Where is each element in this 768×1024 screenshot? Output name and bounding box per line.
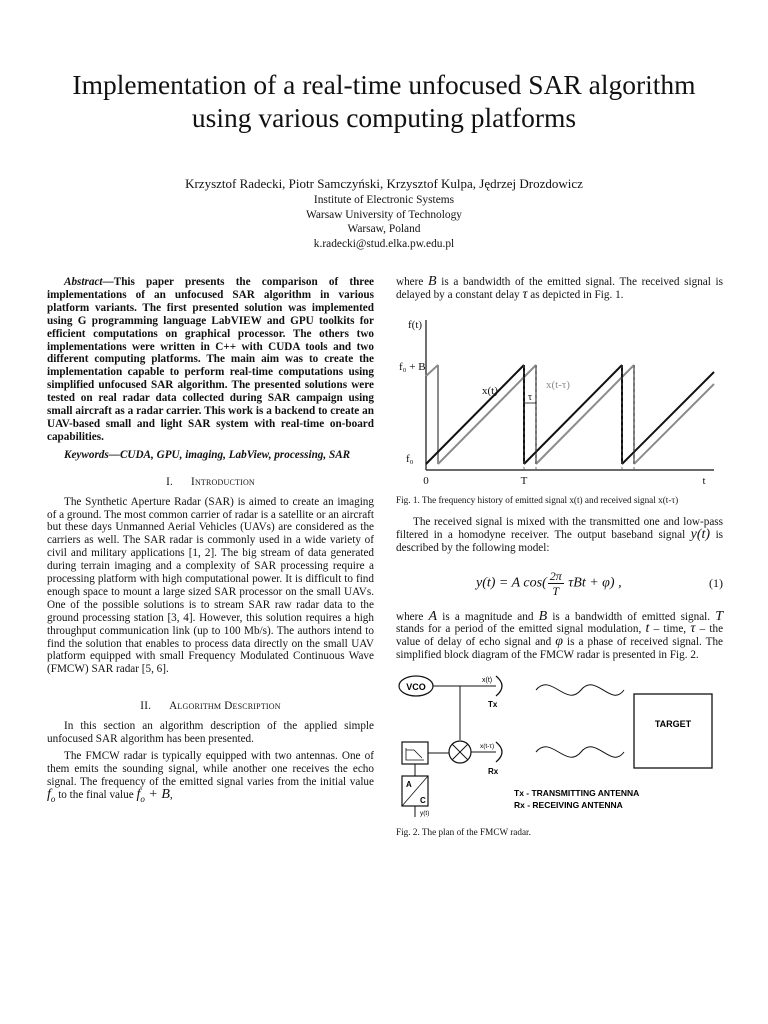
figure-1 [396,310,723,487]
adc-c-label: C [420,796,426,806]
fmcw-radar-diagram [396,672,723,820]
math-t: t [645,621,650,637]
legend-rx: Rx - RECEIVING ANTENNA [514,800,623,811]
tau-label: τ [527,391,533,403]
text: as depicted in Fig. 1. [530,288,624,301]
figure-2 [396,672,723,820]
text: – time, [653,623,687,636]
text: where [396,610,424,623]
text: – the value of delay of echo signal and [396,623,724,649]
fraction: $\frac{2\pi}{T}$ [549,568,562,598]
section-number: II. [140,700,152,713]
section-title: Introduction [191,475,255,488]
tx-wave [536,685,624,695]
series-label-emitted: x(t) [482,384,498,397]
math-yt: y(t) [690,526,711,542]
x-label-time: t [702,474,706,487]
algorithm-paragraph-2: The FMCW radar is typically equipped with two antennas. One of them emits the sounding signal, while another one receives the echo signal. The frequency of the emitted signal varies from the initial value $f_o$ to the final value $f_o + B$, [47,750,374,804]
text: The received signal is mixed with the transmitted one and low-pass filtered in a homodyne receiver. The output baseband signal [396,515,723,541]
affiliation-email[interactable]: k.radecki@stud.elka.pw.edu.pl [313,237,455,250]
legend-tx: Tx - TRANSMITTING ANTENNA [514,788,640,799]
text: is a bandwidth of the emitted signal. The received signal is delayed by a constant delay [396,276,724,301]
section-heading-introduction [47,476,374,489]
target-box [634,694,712,768]
tx-antenna [496,676,502,696]
math-b: B [428,274,437,289]
affiliation-university: Warsaw University of Technology [306,208,462,221]
algorithm-text: to the final value [58,788,134,801]
keywords: Keywords—CUDA, GPU, imaging, LabView, processing, SAR [64,448,351,461]
math-tau: τ [690,621,696,637]
abstract-text: —This paper presents the comparison of three implementations of an unfocused SAR algorithm in various platform variants. The first presented solution was implemented using G programming language LabVIEW and GPU toolkits for efficient computations on graphical processor. The others two implementations were written in C++ with CUDA tools and two different computing platforms. The main aim was to create the implementation capable to perform real-time computations using simplified unfocused SAR algorithm. The presented solutions were tested on real radar data collected during SAR campaign using small aircraft as a radar carrier. This work is a backend to create an UAV-based small and light SAR system with real-time on-board capabilities. [47,276,374,443]
math-phi: φ [555,634,564,650]
vco-label: VCO [406,682,426,693]
right-paragraph-2 [396,516,723,555]
rx-antenna [496,742,502,762]
equation-number: (1) [709,575,723,590]
adc-a-label: A [406,780,412,790]
math-b: B [538,608,548,624]
output-label: y(t) [420,810,430,818]
algorithm-paragraph-1: In this section an algorithm description of the applied simple unfocused SAR algorithm has been presented. [47,720,374,746]
text: is a bandwidth of emitted signal. [552,610,711,623]
tx-signal-label: x(t) [482,677,493,685]
figure-1-caption: Fig. 1. The frequency history of emitted signal x(t) and received signal x(t-τ) [396,494,679,505]
rx-signal-label: x(t-τ) [480,743,495,751]
text: is a magnitude and [442,610,534,623]
text: is described by the following model: [396,528,724,554]
math-a: A [428,608,438,624]
equation-body: y(t) = A cos( $\frac{2\pi}{T}$ τBt + φ) , [476,568,622,598]
frequency-history-diagram [396,310,723,487]
series-label-received: x(t-τ) [546,378,570,391]
figure-2-caption: Fig. 2. The plan of the FMCW radar. [396,827,531,838]
left-column [47,276,374,805]
section-title: Algorithm Description [169,700,281,713]
algorithm-text: The FMCW radar is typically equipped with two antennas. One of them emits the sounding signal, while another one receives the echo signal. The frequency of the emitted signal varies from the initial value [47,750,374,788]
abstract-label: Abstract [64,276,103,288]
math-tau: τ [522,286,528,302]
math-t-period: T [715,608,724,624]
rx-label: Rx [488,767,499,777]
emitted-signal-line [426,365,714,464]
text: stands for a period of the emitted signal modulation, [396,623,642,636]
text: where [396,276,424,288]
tx-label: Tx [488,700,498,710]
math-f0: $f_o$ [47,786,56,804]
f0-plus-b-label: f₀ + B [399,360,426,373]
affiliation-city: Warsaw, Poland [347,223,421,236]
equation-1 [396,565,723,605]
rx-wave [536,747,624,757]
y-axis-label: f(t) [408,318,423,331]
paper-title: Implementation of a real-time unfocused SAR algorithm using various computing platforms [72,69,696,133]
math-f0-plus-b: $f_o + B$ [136,786,170,804]
abstract [47,276,374,444]
f0-label: f₀ [406,452,414,465]
paper-authors: Krzysztof Radecki, Piotr Samczyński, Krzysztof Kulpa, Jędrzej Drozdowicz [185,176,583,191]
intro-paragraph: The Synthetic Aperture Radar (SAR) is aimed to create an imaging of a ground. The most common carrier of radar is a satellite or an aircraft but these days Unmanned Aerial Vehicles (UAVs) are considered as the carriers as well. The SAR radar is commonly used in a wide variety of civil and military applications [1, 2]. The big stream of data generated during terrain imaging and a complexity of SAR processing require a processing platform with high computational power. It is difficult to find enough space to mount a large sized SAR processor on the small UAVs. One of the possible solutions is to stream SAR raw radar data to the ground processing station [3, 4]. However, this solution requires a high throughput communication link (up to 100 Mb/s). The authors intend to find the solution that enables to process data directly on the small UAV platform equipped with small Frequency Modulated Continuous Wave (FMCW) SAR radar [5, 6]. [47,495,374,676]
target-label: TARGET [654,719,692,730]
affiliation-block [40,193,728,251]
section-number: I. [166,475,174,488]
x-label-zero: 0 [423,474,429,487]
right-paragraph-1 [396,276,723,302]
right-column [396,276,723,848]
text: is a phase of received signal. The simplified block diagram of the FMCW radar is presented in Fig. 2. [396,636,724,662]
section-heading-algorithm [47,700,374,713]
affiliation-institute: Institute of Electronic Systems [313,194,455,206]
right-paragraph-3 [396,608,724,663]
x-label-period: T [520,474,528,487]
